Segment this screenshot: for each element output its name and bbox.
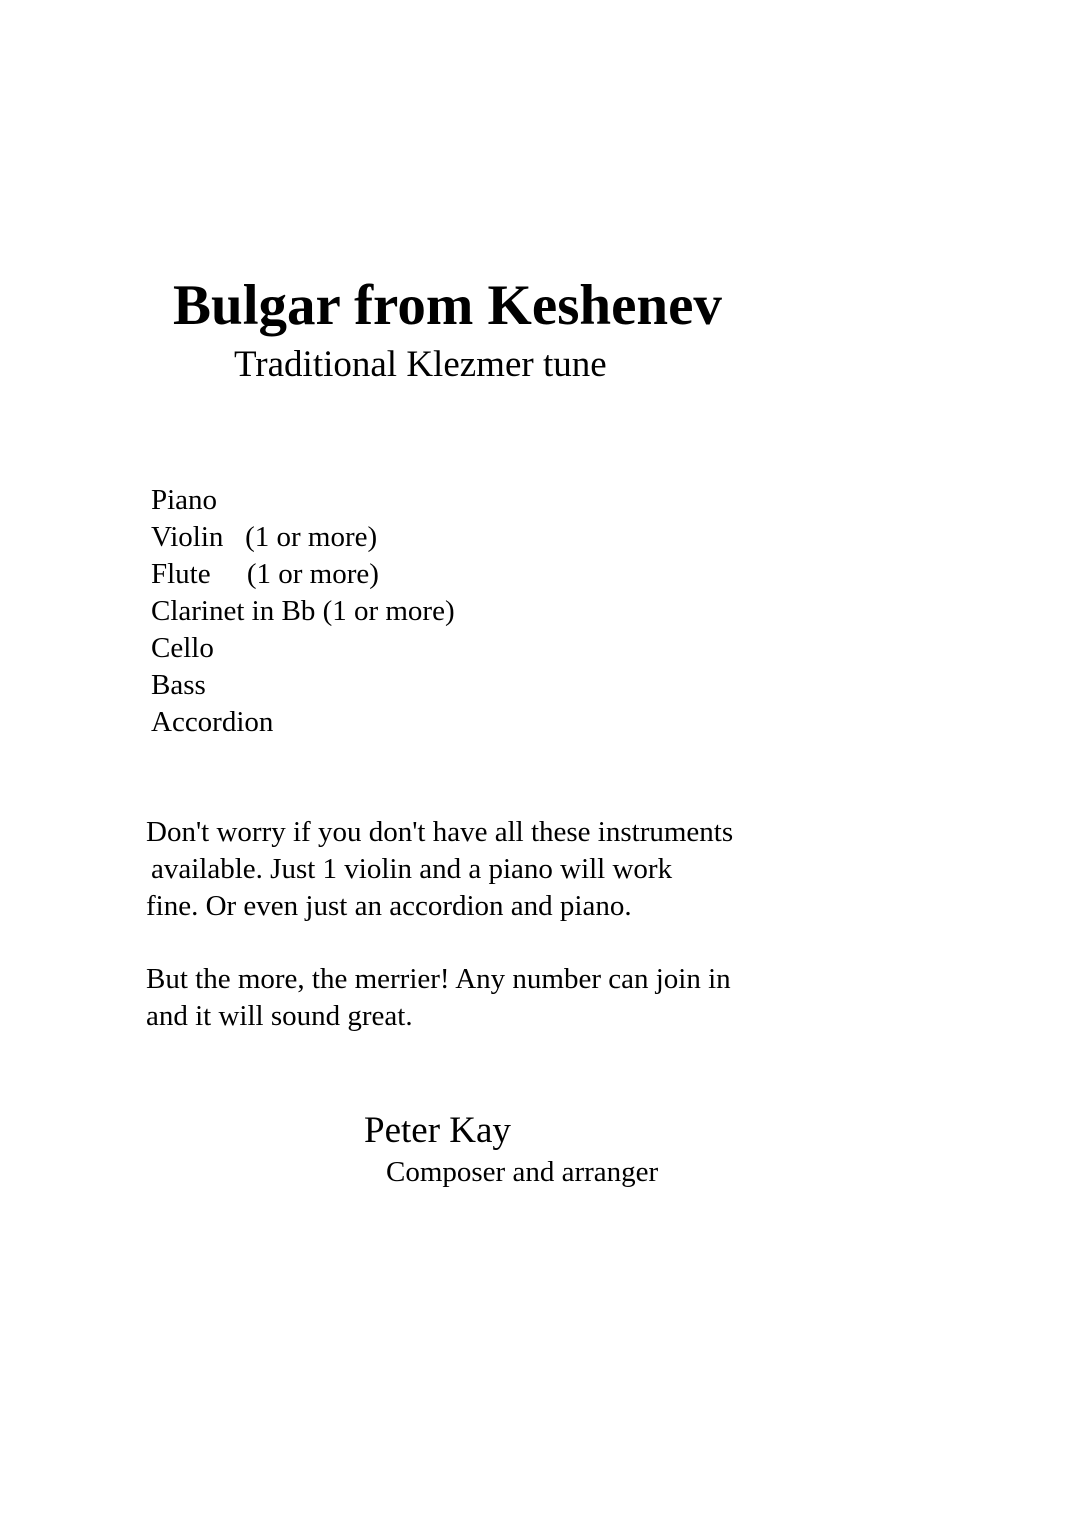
instrument-item: Piano <box>151 484 218 516</box>
instrument-item: Violin (1 or more) <box>151 521 378 553</box>
instrument-item: Clarinet in Bb (1 or more) <box>151 595 455 627</box>
note-line: and it will sound great. <box>146 1000 413 1032</box>
page-subtitle: Traditional Klezmer tune <box>234 344 607 385</box>
note-line: fine. Or even just an accordion and piano. <box>146 890 632 922</box>
page-title: Bulgar from Keshenev <box>173 274 722 337</box>
composer-role: Composer and arranger <box>386 1156 659 1188</box>
instrument-item: Bass <box>151 669 206 701</box>
composer-name: Peter Kay <box>364 1110 511 1151</box>
instrument-list <box>151 482 455 741</box>
note-line: But the more, the merrier! Any number can join in <box>146 963 731 995</box>
instrument-item: Cello <box>151 632 214 664</box>
note-line: Don't worry if you don't have all these instruments <box>146 816 734 848</box>
instrument-item: Accordion <box>151 706 274 738</box>
instrument-item: Flute (1 or more) <box>151 558 379 590</box>
note-line: available. Just 1 violin and a piano will work <box>151 853 673 885</box>
